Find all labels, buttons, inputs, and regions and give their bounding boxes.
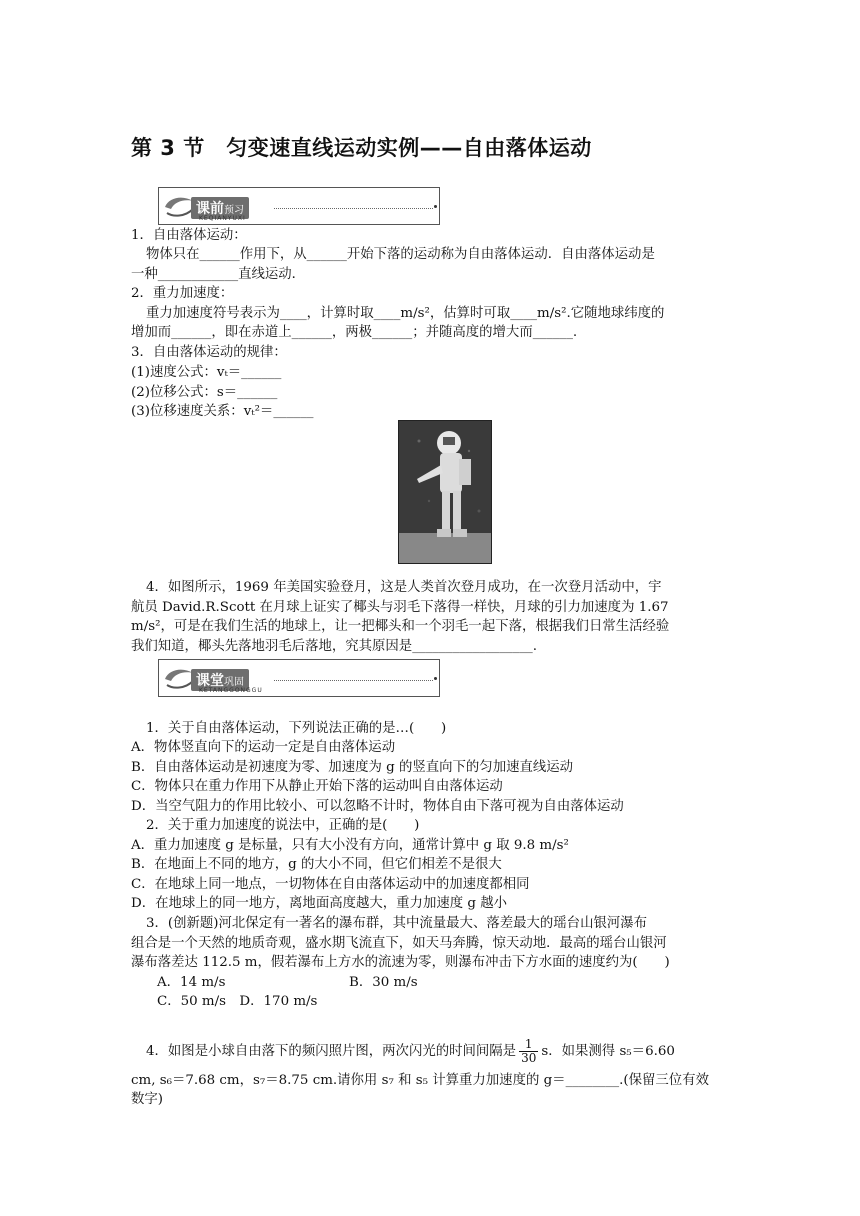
option-a: A．14 m/s xyxy=(157,975,226,990)
text-line: 一种____________直线运动． xyxy=(131,267,306,282)
text-line: 1．自由落体运动： xyxy=(131,228,247,243)
text-line: 4．如图所示，1969 年美国实验登月，这是人类首次登月成功，在一次登月活动中，宇 xyxy=(146,580,662,595)
banner-divider xyxy=(274,208,433,209)
banner-label: 课前预习 xyxy=(191,197,249,219)
text-line: 数字) xyxy=(131,1092,164,1107)
text-line: 瀑布落差达 112.5 m，假若瀑布上方水的流速为零，则瀑布冲击下方水面的速度约为( ) xyxy=(131,955,670,970)
text-line: 1．关于自由落体运动，下列说法正确的是…( ) xyxy=(146,721,447,736)
section-banner-preview xyxy=(158,187,440,225)
text-line: 3．自由落体运动的规律： xyxy=(131,345,287,360)
banner-pinyin: KETANGGONGGU xyxy=(199,687,263,694)
option-b: B．30 m/s xyxy=(349,975,418,990)
section-banner-consolidate xyxy=(158,659,440,697)
text-line: A．物体竖直向下的运动一定是自由落体运动 xyxy=(131,740,396,755)
text-line: C．物体只在重力作用下从静止开始下落的运动叫自由落体运动 xyxy=(131,779,503,794)
text-line: 物体只在______作用下，从______开始下落的运动称为自由落体运动．自由落体运动是 xyxy=(146,247,655,262)
text-line: 我们知道，椰头先落地羽毛后落地，究其原因是__________________. xyxy=(131,639,537,654)
text-line: D．当空气阻力的作用比较小、可以忽略不计时，物体自由下落可视为自由落体运动 xyxy=(131,799,624,814)
text-line: 组合是一个天然的地质奇观，盛水期飞流直下，如天马奔腾，惊天动地．最高的瑶台山银河 xyxy=(131,936,667,951)
page-title: 第 3 节 匀变速直线运动实例——自由落体运动 xyxy=(131,136,592,160)
text-line: 2．关于重力加速度的说法中，正确的是( ) xyxy=(146,818,420,833)
fraction: $\frac{1}{30}$ xyxy=(521,1037,537,1065)
text-line: B．自由落体运动是初速度为零、加速度为 g 的竖直向下的匀加速直线运动 xyxy=(131,760,574,775)
text-line: 增加而______，即在赤道上______，两极______；并随高度的增大而______. xyxy=(131,325,578,340)
text-line: D．在地球上的同一地方，离地面高度越大，重力加速度 g 越小 xyxy=(131,896,507,911)
banner-dot xyxy=(434,205,437,208)
astronaut-photo xyxy=(398,420,492,564)
text-line: (2)位移公式：s＝______ xyxy=(131,385,278,400)
banner-pinyin: KEQIANYUXI xyxy=(199,215,246,222)
text-line: (1)速度公式：vₜ＝______ xyxy=(131,365,282,380)
text-line: (3)位移速度关系：vₜ²＝______ xyxy=(131,404,314,419)
banner-dot xyxy=(434,677,437,680)
text-line: C．在地球上同一地点，一切物体在自由落体运动中的加速度都相同 xyxy=(131,877,530,892)
text-line: 重力加速度符号表示为____，计算时取____m/s²，估算时可取____m/s².它随地球纬度的 xyxy=(146,306,665,321)
text-line: cm, s₆＝7.68 cm，s₇＝8.75 cm.请你用 s₇ 和 s₅ 计算重力加速度的 g＝________.(保留三位有效 xyxy=(131,1073,709,1088)
banner-label: 课堂巩固 xyxy=(191,669,249,691)
text-line: 航员 David.R.Scott 在月球上证实了椰头与羽毛下落得一样快，月球的引力加速度为 1.67 xyxy=(131,600,669,615)
text-line: 4．如图是小球自由落下的频闪照片图，两次闪光的时间间隔是 $\frac{1}{30}$ s．如果测得 s₅＝6.60 xyxy=(146,1037,675,1065)
banner-divider xyxy=(274,680,433,681)
text-line: 3．(创新题)河北保定有一著名的瀑布群，其中流量最大、落差最大的瑶台山银河瀑布 xyxy=(146,916,648,931)
text-line: m/s²，可是在我们生活的地球上，让一把椰头和一个羽毛一起下落，根据我们日常生活经验 xyxy=(131,619,670,634)
options-cd: C．50 m/s D．170 m/s xyxy=(157,994,318,1009)
text-line: A．重力加速度 g 是标量，只有大小没有方向，通常计算中 g 取 9.8 m/s² xyxy=(131,838,569,853)
text-line: B．在地面上不同的地方，g 的大小不同，但它们相差不是很大 xyxy=(131,857,502,872)
text-line: 2．重力加速度： xyxy=(131,286,234,301)
